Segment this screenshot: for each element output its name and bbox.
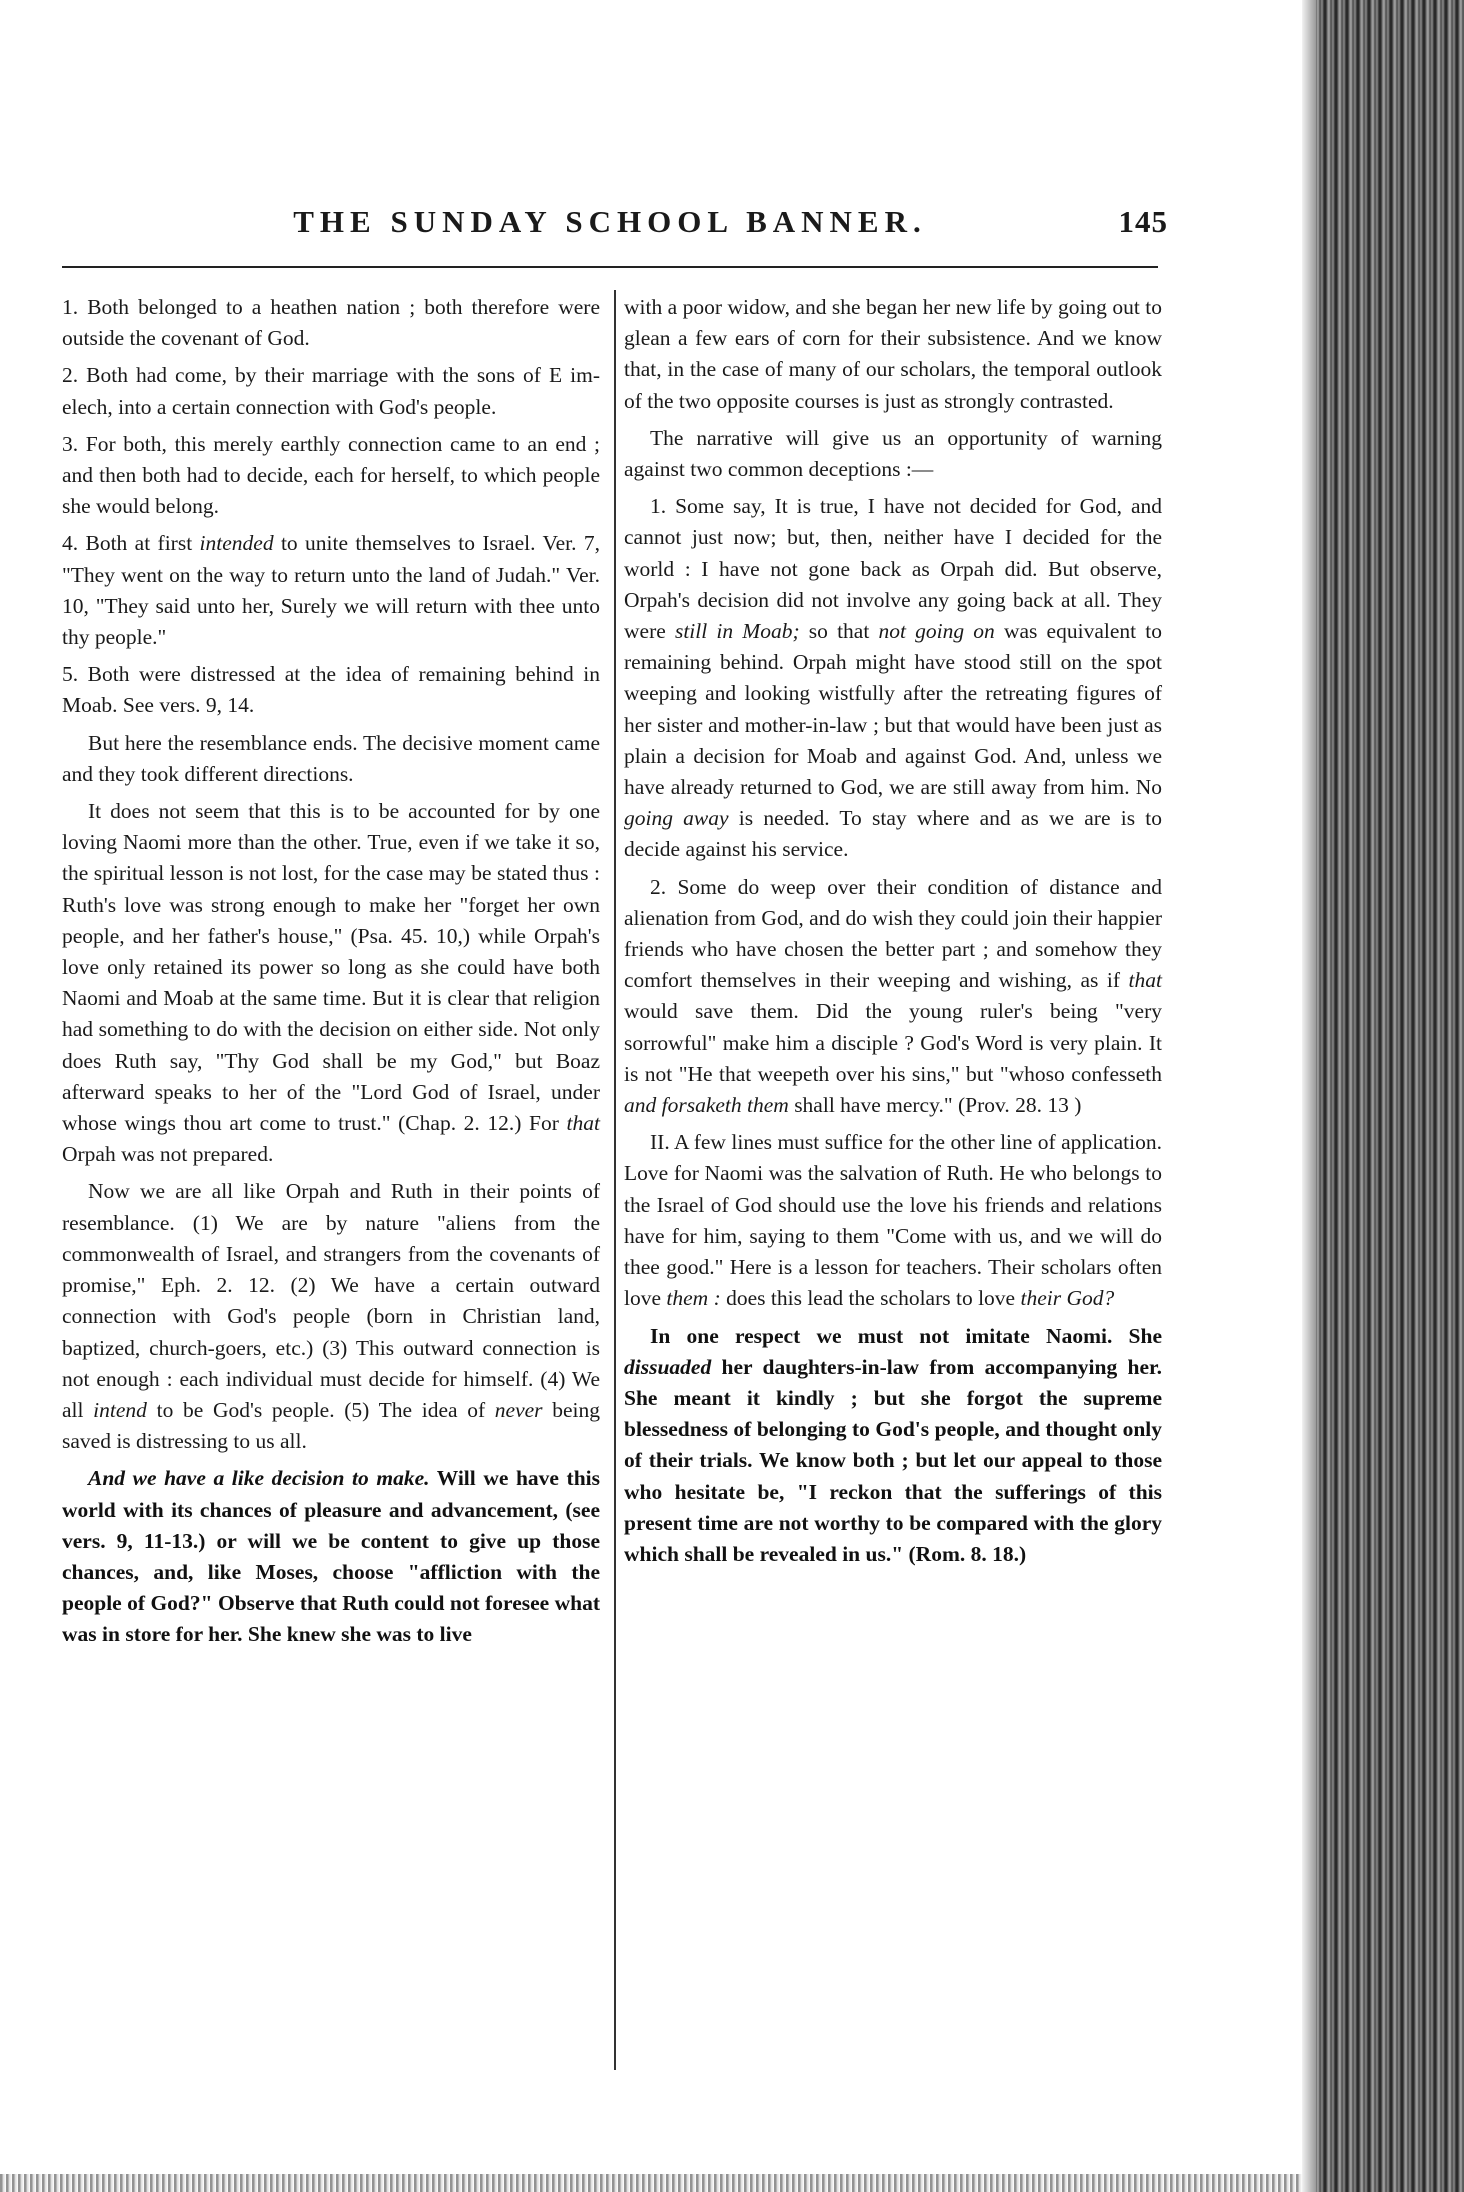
italic-text: and forsaketh them	[624, 1093, 789, 1118]
text-run: being saved is distressing to us all.	[62, 1397, 600, 1454]
paragraph: 1. Both belonged to a heathen nation ; both therefore were outside the covenant of God.	[62, 295, 600, 351]
text-run: 1. Some say, It is true, I have not decided for God, and cannot just now; but, then, neither have I decided for the world : I have not gone back as Orpah did. But observe, Orpah's decision did not involve any going back at all. They were	[624, 494, 1162, 644]
italic-text: them :	[666, 1286, 721, 1311]
left-column	[62, 292, 600, 1657]
paragraph	[62, 1176, 600, 1457]
italic-text: not going on	[878, 619, 995, 644]
italic-text: dissuaded	[624, 1354, 712, 1379]
header-rule	[62, 266, 1158, 268]
page-title: THE SUNDAY SCHOOL BANNER.	[293, 204, 927, 239]
paragraph	[624, 491, 1162, 865]
text-run: to unite themselves to Israel. Ver. 7, "They went on the way to return unto the land of Judah." Ver. 10, "They said unto her, Surely we will return with thee unto thy people."	[62, 531, 600, 650]
italic-text: that	[566, 1111, 600, 1136]
italic-text: intend	[93, 1397, 147, 1422]
italic-text: that	[1128, 968, 1162, 993]
text-run: her daughters-in-law from accompanying her. She meant it kindly ; but she forgot the supreme blessedness of belonging to God's people, and thought only of their trials. We know both ; but let our appeal to those who hesitate be, "I reckon that the sufferings of this present time are not worthy to be compared with the glory which shall be revealed in us." (Rom. 8. 18.)	[624, 1354, 1162, 1566]
page-number: 145	[1118, 204, 1168, 239]
paragraph: The narrative will give us an opportunity of warning against two common deceptions :—	[624, 425, 1162, 482]
text-run: 2. Some do weep over their condition of distance and alienation from God, and do wish they could join their happier friends who have chosen the better part ; and somehow they comfort themselves in their weeping and wishing, as if	[624, 874, 1162, 993]
paragraph: But here the resemblance ends. The decisive moment came and they took different directions.	[62, 730, 600, 786]
book-bottom-edge	[0, 2174, 1302, 2192]
right-column	[624, 292, 1162, 1576]
paragraph	[62, 796, 600, 1170]
book-page-edge	[1302, 0, 1464, 2192]
page-header	[62, 204, 1168, 254]
text-run: Orpah was not prepared.	[62, 1142, 274, 1167]
text-run: does this lead the scholars to love	[720, 1286, 1021, 1311]
paragraph	[62, 528, 600, 653]
text-run: In one respect we must not imitate Naomi. She	[650, 1323, 1162, 1348]
paragraph	[62, 1463, 600, 1650]
column-divider	[614, 290, 616, 2070]
text-run: was equivalent to remaining behind. Orpah might have stood still on the spot weeping and looking wistfully after the retreating figures of her sister and mother-in-law ; but that would have been just as plain a decision for Moab and against God. And, unless we have already returned to God, we are still away from him. No	[624, 619, 1163, 800]
italic-text: never	[494, 1397, 543, 1422]
text-run: is needed. To stay where and as we are is to decide against his service.	[624, 806, 1162, 862]
italic-text: intended	[199, 531, 274, 556]
italic-text: And we have a like decision to make.	[88, 1466, 430, 1491]
paragraph: 2. Both had come, by their marriage with the sons of E im-elech, into a certain connection with God's people.	[62, 363, 600, 419]
text-run: 4. Both at first	[62, 531, 200, 556]
text-run: Now we are all like Orpah and Ruth in their points of resemblance. (1) We are by nature "aliens from the commonwealth of Israel, and strangers from the covenants of promise," Eph. 2. 12. (2) We have a certain outward connection with God's people (born in Christian land, baptized, church-goers, etc.) (3) This outward connection is not enough : each individual must decide for himself. (4) We all	[62, 1179, 600, 1422]
text-run: shall have mercy." (Prov. 28. 13 )	[788, 1093, 1082, 1118]
paragraph: with a poor widow, and she began her new life by going out to glean a few ears of corn for their subsistence. And we know that, in the case of many of our scholars, the temporal outlook of the two opposite courses is just as strongly contrasted.	[624, 295, 1162, 413]
text-run: to be God's people. (5) The idea of	[146, 1397, 495, 1422]
italic-text: their God?	[1020, 1286, 1115, 1311]
italic-text: still in Moab;	[674, 619, 800, 644]
italic-text: going away	[624, 806, 729, 831]
paragraph: 3. For both, this merely earthly connection came to an end ; and then both had to decide, each for herself, to which people she would belong.	[62, 431, 600, 519]
text-run: Will we have this world with its chances of pleasure and advancement, (see vers. 9, 11-13.) or will we be content to give up those chances, and, like Moses, choose "affliction with the people of God?" Observe that Ruth could not foresee what was in store for her. She knew she was to live	[62, 1466, 601, 1647]
text-run: II. A few lines must suffice for the other line of application. Love for Naomi was the salvation of Ruth. He who belongs to the Israel of God should use the love his friends and relations have for him, saying to them "Come with us, and we will do thee good." Here is a lesson for teachers. Their scholars often love	[624, 1130, 1162, 1311]
paragraph: 5. Both were distressed at the idea of remaining behind in Moab. See vers. 9, 14.	[62, 662, 600, 718]
text-run: so that	[799, 619, 879, 644]
text-run: It does not seem that this is to be accounted for by one loving Naomi more than the other. True, even if we take it so, the spiritual lesson is not lost, for the case may be stated thus : Ruth's love was strong enough to make her "forget her own people, and her father's house," (Psa. 45. 10,) while Orpah's love only retained its power so long as she could have both Naomi and Moab at the same time. But it is clear that religion had something to do with the decision on either side. Not only does Ruth say, "Thy God shall be my God," but Boaz afterward speaks to her of the "Lord God of Israel, under whose wings thou art come to trust." (Chap. 2. 12.) For	[62, 799, 600, 1136]
paragraph	[624, 872, 1162, 1122]
text-run: would save them. Did the young ruler's being "very sorrowful" make him a disciple ? God's Word is very plain. It is not "He that weepeth over his sins," but "whoso confesseth	[624, 999, 1162, 1086]
paragraph	[624, 1321, 1162, 1571]
paragraph	[624, 1127, 1162, 1314]
